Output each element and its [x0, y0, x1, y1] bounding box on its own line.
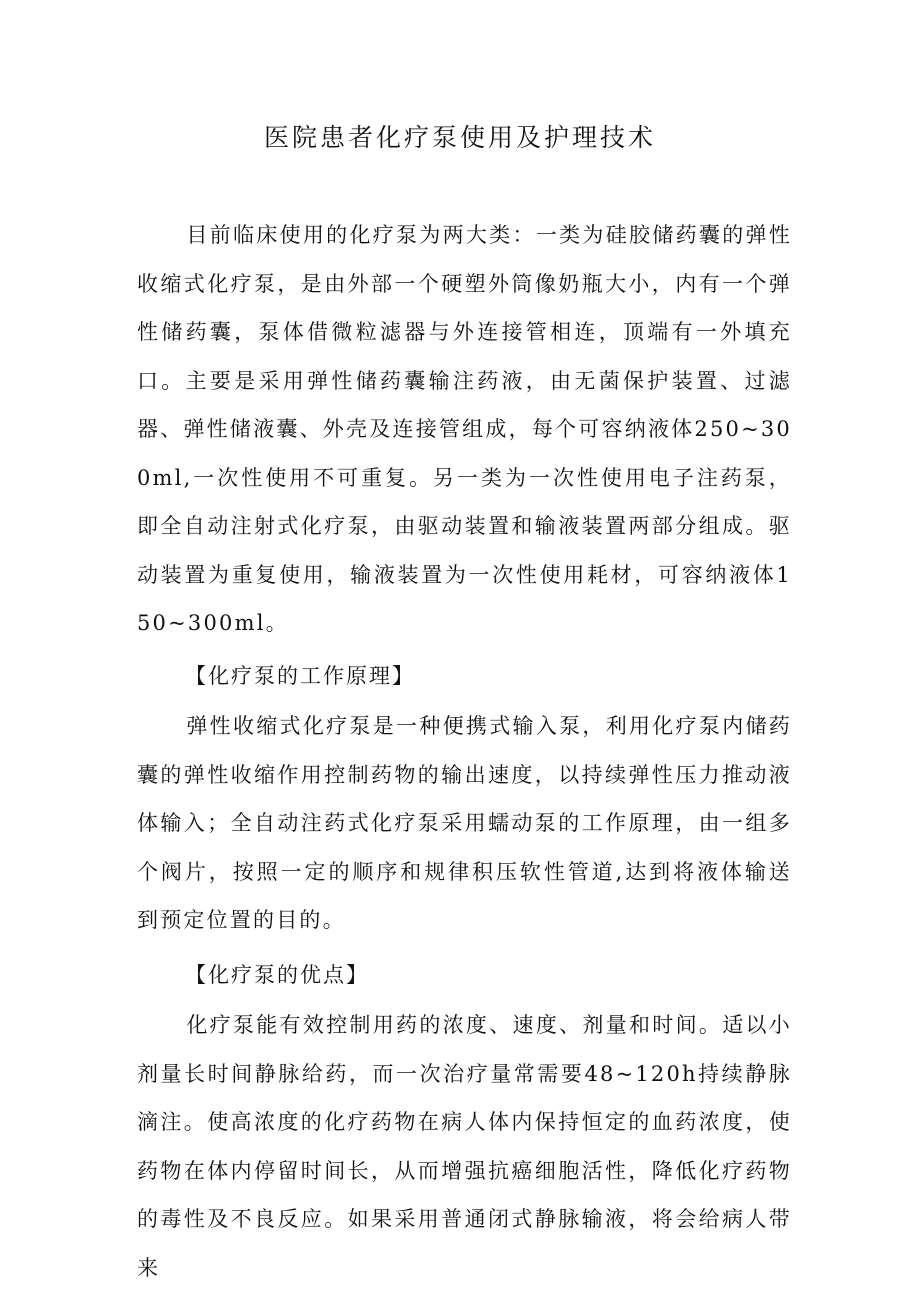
paragraph-advantages: 化疗泵能有效控制用药的浓度、速度、剂量和时间。适以小剂量长时间静脉给药，而一次治疗量常需要48~120h持续静脉滴注。使高浓度的化疗药物在病人体内保持恒定的血药浓度，使药物在体内停留时间长，从而增强抗癌细胞活性，降低化疗药物的毒性及不良反应。如果采用普通闭式静脉输液，将会给病人带来	[137, 1013, 792, 1280]
section-heading-advantages: 【化疗泵的优点】	[185, 962, 369, 987]
paragraph-pump-types: 目前临床使用的化疗泵为两大类：一类为硅胶储药囊的弹性收缩式化疗泵，是由外部一个硬塑外筒像奶瓶大小，内有一个弹性储药囊，泵体借微粒滤器与外连接管相连，顶端有一外填充口。主要是采用弹性储药囊输注药液，由无菌保护装置、过滤器、弹性储液囊、外壳及连接管组成，每个可容纳液体250~300ml,一次性使用不可重复。另一类为一次性使用电子注药泵，即全自动注射式化疗泵，由驱动装置和输液装置两部分组成。驱动装置为重复使用，输液装置为一次性使用耗材，可容纳液体150~300ml。	[137, 223, 792, 635]
document-body	[137, 211, 792, 1292]
paragraph-working-principle: 弹性收缩式化疗泵是一种便携式输入泵，利用化疗泵内储药囊的弹性收缩作用控制药物的输出速度，以持续弹性压力推动液体输入；全自动注药式化疗泵采用蠕动泵的工作原理，由一组多个阀片，按照一定的顺序和规律积压软性管道,达到将液体输送到预定位置的目的。	[137, 714, 792, 932]
section-heading-working-principle: 【化疗泵的工作原理】	[185, 663, 415, 688]
page-title: 医院患者化疗泵使用及护理技术	[263, 123, 656, 152]
